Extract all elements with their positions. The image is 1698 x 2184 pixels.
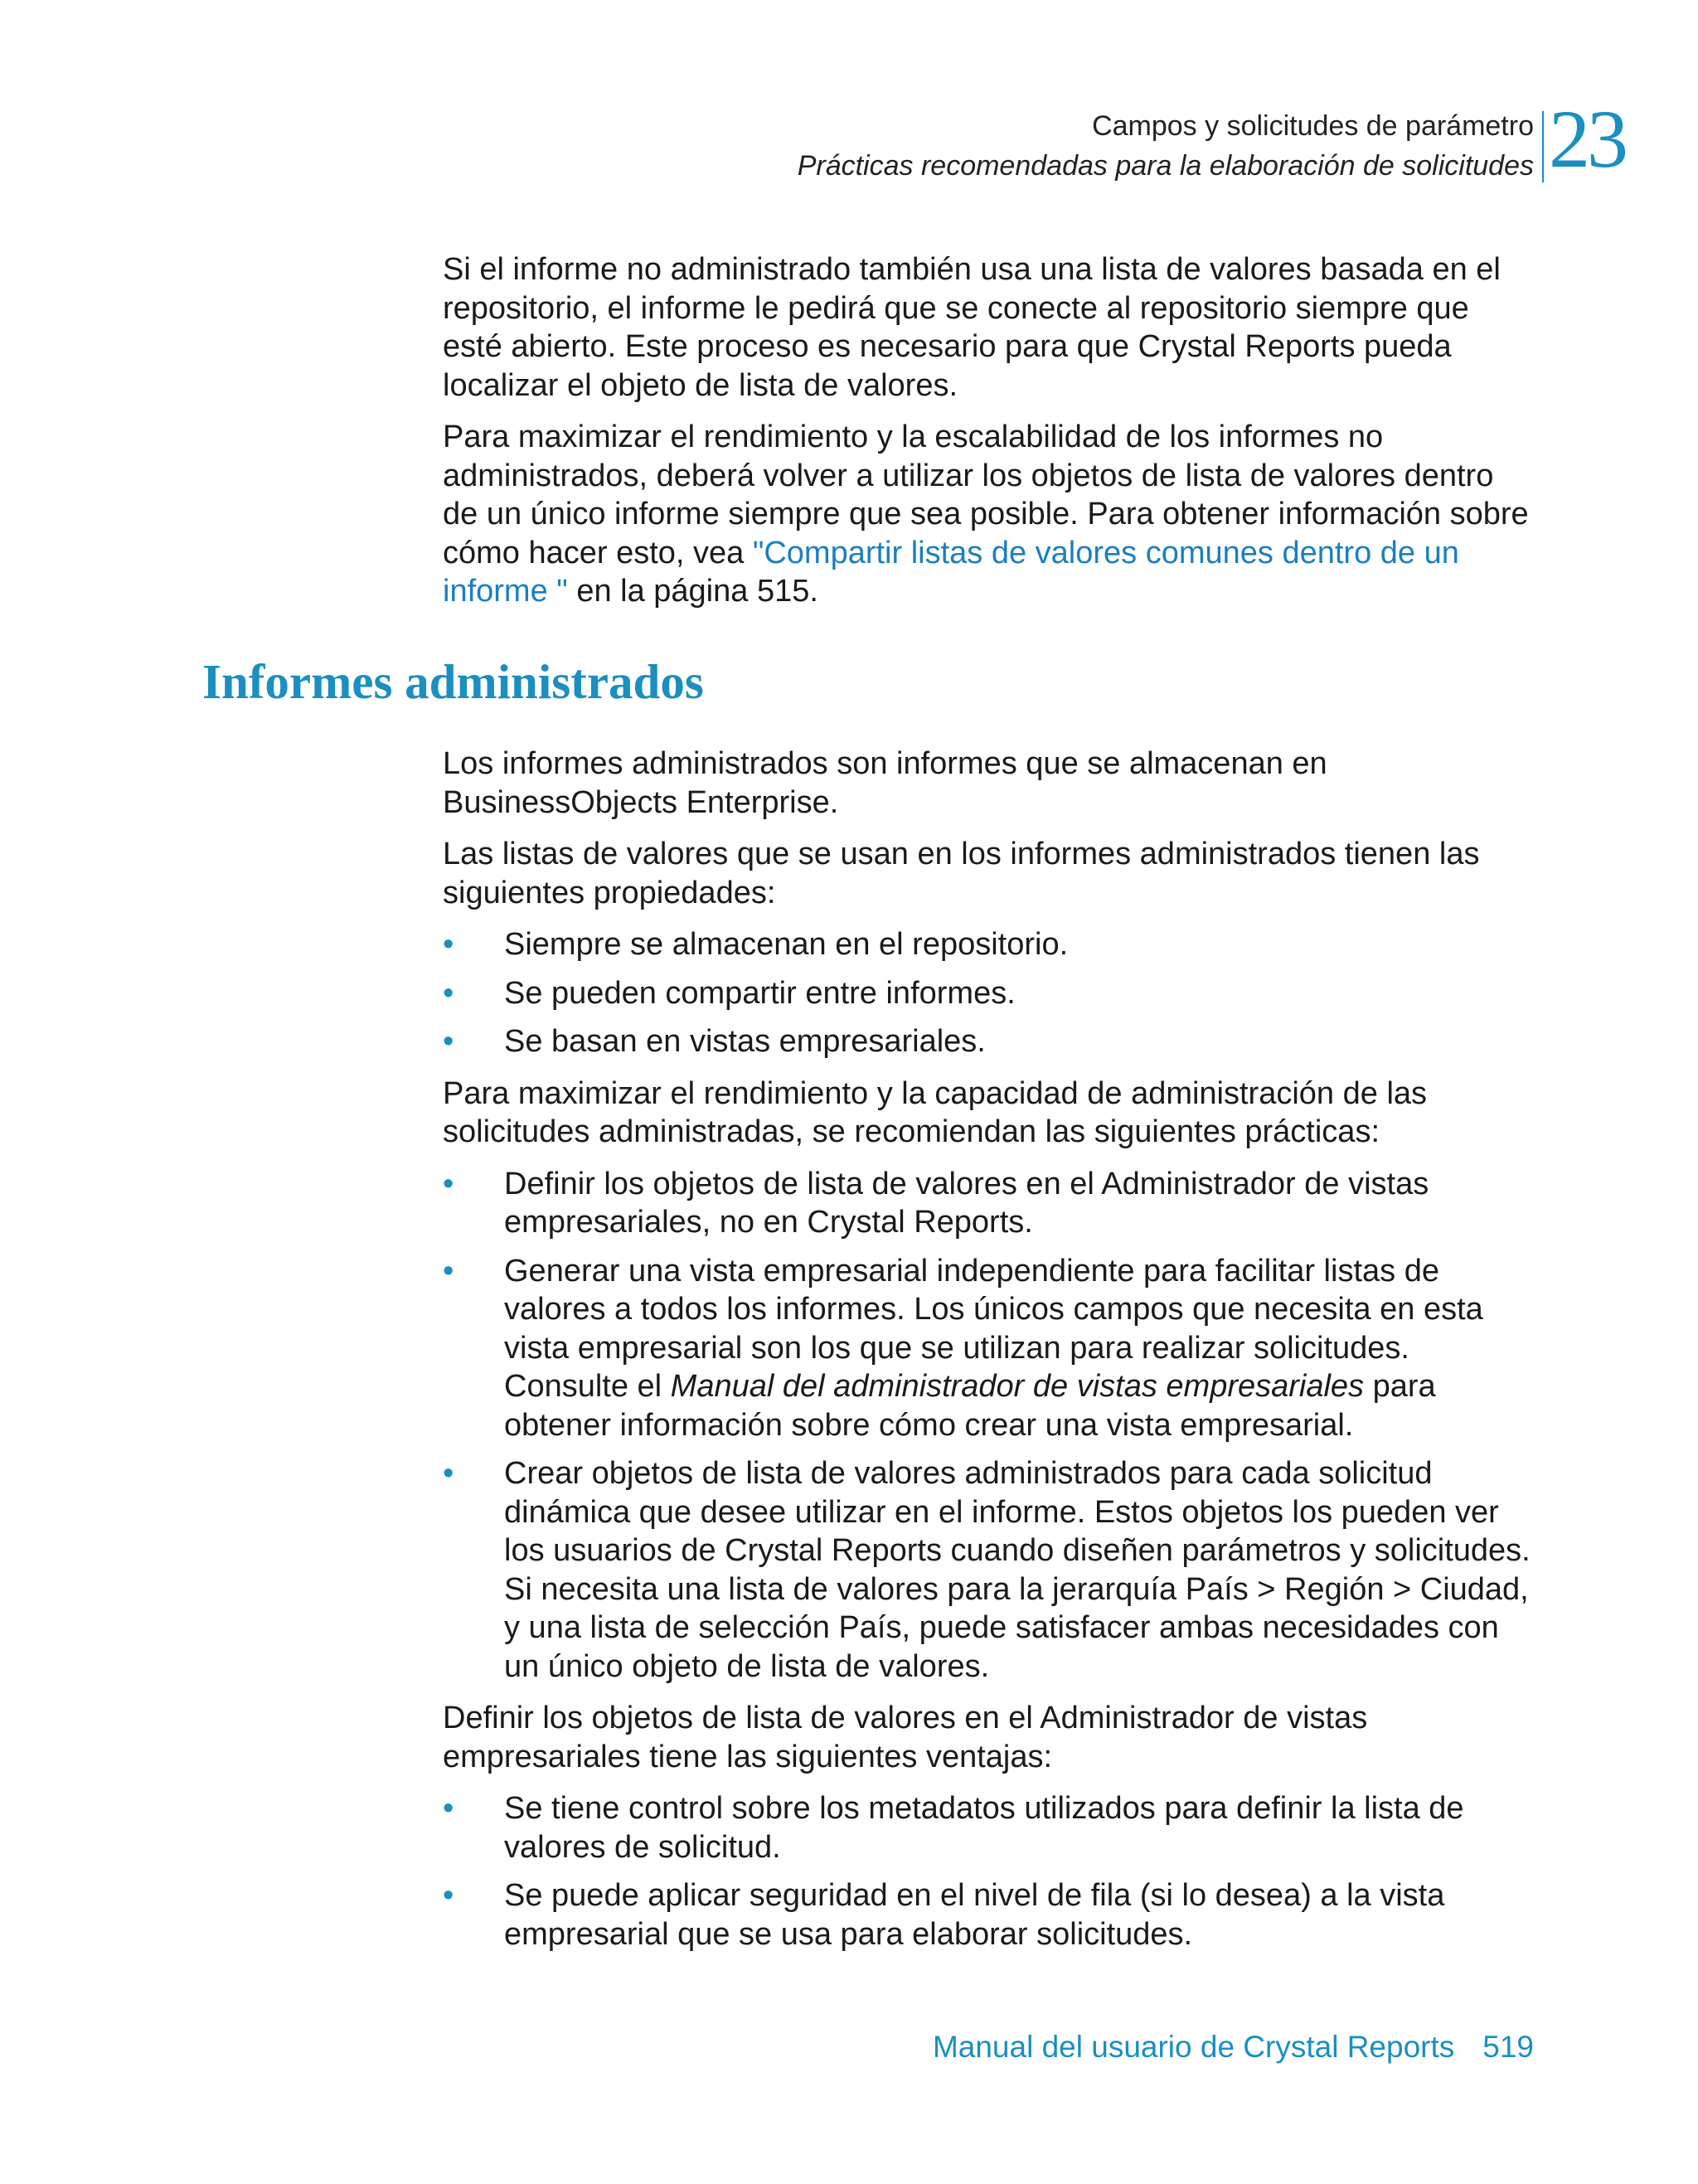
section-heading: Informes administrados xyxy=(202,654,704,709)
bullet-icon: • xyxy=(443,927,454,962)
running-header xyxy=(798,106,1534,186)
bullet-icon: • xyxy=(443,1878,454,1913)
advantages-list xyxy=(443,1789,1537,1953)
bullet-icon: • xyxy=(443,1166,454,1201)
bullet-icon: • xyxy=(443,1456,454,1491)
list-item: • Se basan en vistas empresariales. xyxy=(443,1022,1537,1061)
bullet-icon: • xyxy=(443,1791,454,1826)
footer-manual-title: Manual del usuario de Crystal Reports xyxy=(932,2030,1455,2064)
header-section-title: Prácticas recomendadas para la elaboración de solicitudes xyxy=(797,150,1534,182)
section-body xyxy=(443,745,1537,1967)
list-item: • Definir los objetos de lista de valores en el Administrador de vistas empresariales, no en Crystal Reports. xyxy=(443,1166,1429,1240)
list-item: • Crear objetos de lista de valores administrados para cada solicitud dinámica que desee utilizar en el informe. Estos objetos los pueden ver los usuarios de Crystal Reports cuando diseñen parámetros y solicitudes. Si necesita una lista de valores para la jerarquía País > Región > Ciudad, y una lista de selección País, puede satisfacer ambas necesidades con un único objeto de lista de valores. xyxy=(443,1456,1531,1684)
paragraph: Los informes administrados son informes que se almacenan en BusinessObjects Enterprise. xyxy=(443,746,1327,820)
manual-title: Manual del administrador de vistas empresariales xyxy=(670,1369,1365,1404)
paragraph: Para maximizar el rendimiento y la escalabilidad de los informes no administrados, deberá volver a utilizar los objetos de lista de valores dentro de un único informe siempre que sea posible. Para obtener información sobre cómo hacer esto, vea "Compartir listas de valores comunes dentro de un informe " en la página 515. xyxy=(443,420,1529,609)
bullet-icon: • xyxy=(443,1253,454,1289)
properties-list xyxy=(443,925,1537,1061)
page-number: 519 xyxy=(1482,2030,1534,2064)
chapter-number: 23 xyxy=(1549,93,1625,185)
list-item: • Generar una vista empresarial independiente para facilitar listas de valores a todos los informes. Los únicos campos que necesita en esta vista empresarial son los que se utilizan para realizar solicitudes. Consulte el Manual del administrador de vistas empresariales para obtener información sobre cómo crear una vista empresarial. xyxy=(443,1253,1483,1443)
cross-reference-link[interactable]: "Compartir listas de valores comunes dentro de un informe " xyxy=(443,535,1459,609)
practices-list xyxy=(443,1165,1537,1687)
paragraph: Si el informe no administrado también usa una lista de valores basada en el repositorio, el informe le pedirá que se conecte al repositorio siempre que esté abierto. Este proceso es necesario para que Crystal Reports pueda localizar el objeto de lista de valores. xyxy=(443,252,1501,403)
paragraph: Las listas de valores que se usan en los informes administrados tienen las siguientes propiedades: xyxy=(443,837,1480,910)
list-item: • Se pueden compartir entre informes. xyxy=(443,974,1537,1013)
list-item: • Se puede aplicar seguridad en el nivel de fila (si lo desea) a la vista empresarial que se usa para elaborar solicitudes. xyxy=(443,1878,1445,1952)
paragraph: Para maximizar el rendimiento y la capacidad de administración de las solicitudes administradas, se recomiendan las siguientes prácticas: xyxy=(443,1075,1428,1149)
bullet-icon: • xyxy=(443,1024,454,1059)
paragraph: Definir los objetos de lista de valores en el Administrador de vistas empresariales tiene las siguientes ventajas: xyxy=(443,1701,1368,1774)
list-item: • Siempre se almacenan en el repositorio. xyxy=(443,925,1537,964)
header-divider xyxy=(1542,111,1544,182)
header-chapter-title: Campos y solicitudes de parámetro xyxy=(1092,110,1534,142)
page-footer xyxy=(933,2030,1534,2065)
intro-text xyxy=(443,250,1537,624)
bullet-icon: • xyxy=(443,975,454,1011)
list-item: • Se tiene control sobre los metadatos utilizados para definir la lista de valores de solicitud. xyxy=(443,1791,1464,1865)
